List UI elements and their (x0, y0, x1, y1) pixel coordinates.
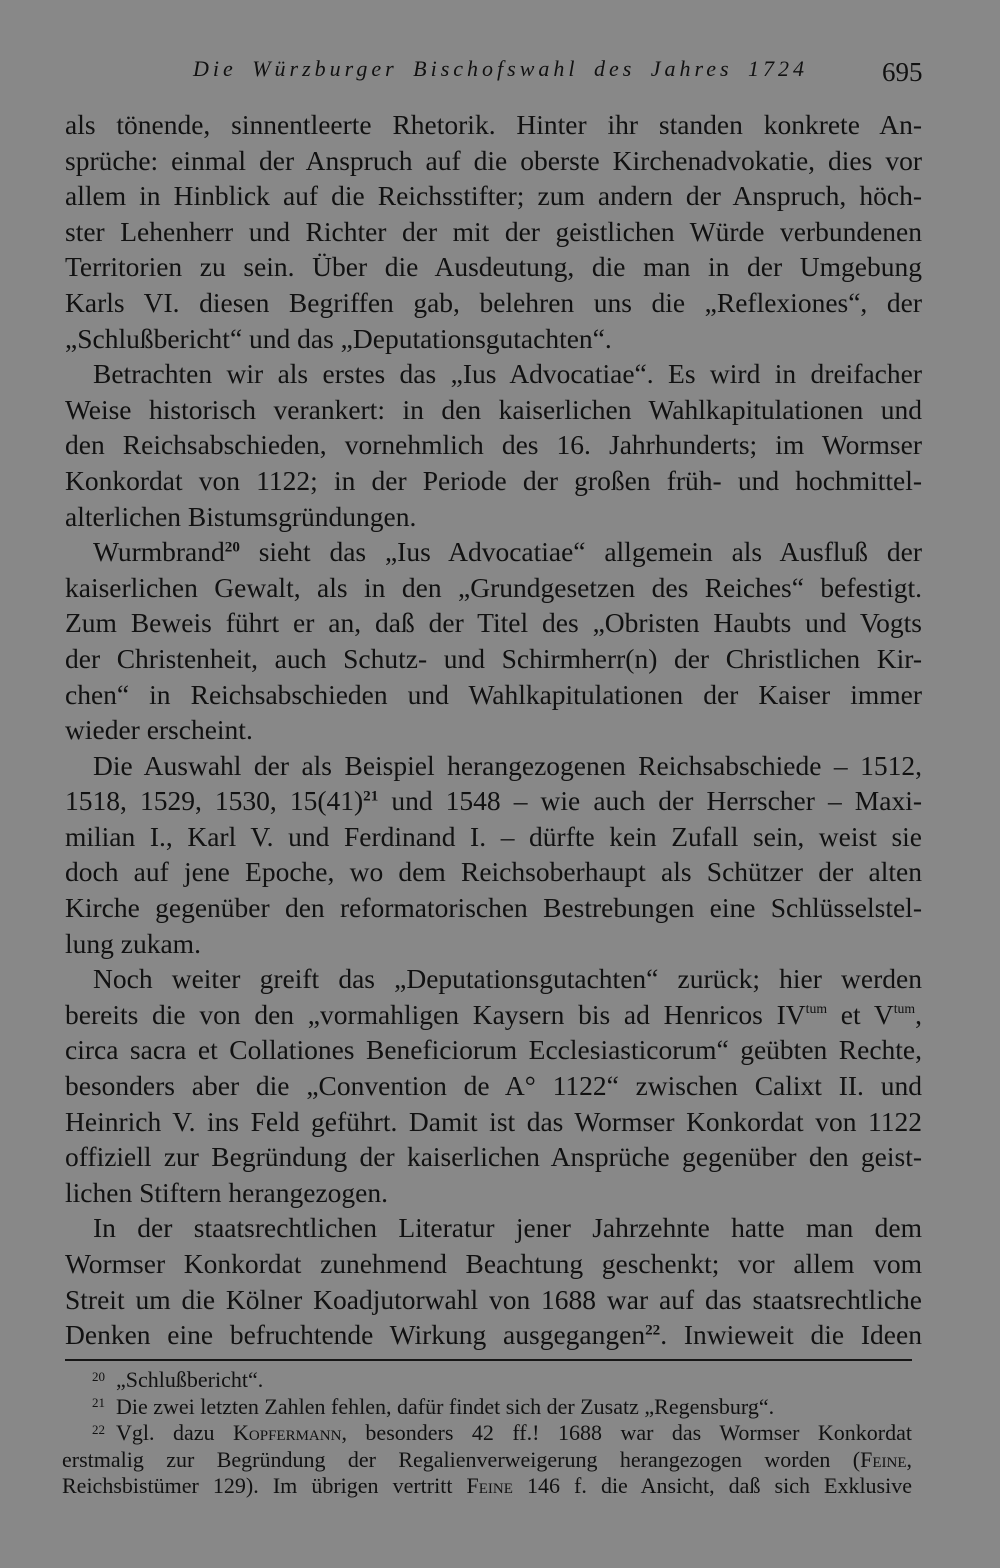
footnote-text: Reichsbistümer 129). Im übrigen vertritt (62, 1473, 467, 1498)
footnote-number: 20 (92, 1368, 105, 1384)
paragraph (65, 356, 922, 534)
text-line: Streit um die Kölner Koadjutorwahl von 1688 war auf das staatsrechtliche (65, 1283, 922, 1315)
text-line (65, 534, 922, 570)
text-line: Konkordat von 1122; in der Periode der großen früh- und hochmittel- (65, 464, 922, 496)
footnote-text: , besonders 42 ff.! 1688 war das Wormser Konkordat (341, 1420, 913, 1445)
page-number: 695 (882, 57, 923, 87)
footnote-reference: 21 (363, 788, 379, 805)
text-line: kaiserlichen Gewalt, als in den „Grundgesetzen des Reiches“ befestigt. (65, 571, 922, 603)
text-line: allem in Hinblick auf die Reichsstifter; zum andern der Anspruch, höch- (65, 180, 922, 212)
author-name-small-caps: Feine (466, 1473, 513, 1498)
text-line: den Reichsabschieden, vornehmlich des 16. Jahrhunderts; im Wormser (65, 429, 922, 461)
footnote-reference: 22 (645, 1322, 661, 1339)
text-line: als tönende, sinnentleerte Rhetorik. Hinter ihr standen konkrete An- (65, 109, 922, 140)
text-line: doch auf jene Epoche, wo dem Reichsoberhaupt als Schützer der alten (65, 856, 922, 888)
paragraph (65, 748, 922, 962)
superscript-abbreviation: tum (893, 1000, 916, 1016)
text-line: der Christenheit, auch Schutz- und Schirmherr(n) der Christlichen Kir- (65, 642, 922, 674)
footnote-number: 21 (92, 1395, 105, 1410)
text-line: chen“ in Reichsabschieden und Wahlkapitulationen der Kaiser immer (65, 678, 922, 710)
text-line: sprüche: einmal der Anspruch auf die oberste Kirchenadvokatie, dies vor (65, 144, 922, 176)
author-name-small-caps: Feine (860, 1446, 907, 1472)
footnote-text: 146 f. die Ansicht, daß sich Exklusive (512, 1473, 912, 1498)
footnote-text: „Schlußbericht“. (116, 1367, 264, 1392)
text-line: Zum Beweis führt er an, daß der Titel des „Obristen Haubts und Vogts (65, 607, 922, 639)
text-segment: und 1548 – wie auch der Herrscher – Maxi- (378, 785, 922, 817)
text-line (65, 1317, 922, 1353)
paragraph (65, 1210, 922, 1352)
body-text (65, 107, 922, 1353)
footnote-text: , (906, 1446, 912, 1472)
running-header: Die Würzburger Bischofswahl des Jahres 1724 (193, 56, 808, 81)
text-segment: Denken eine befruchtende Wirkung ausgegangen (65, 1319, 646, 1351)
footnote-line (62, 1473, 912, 1500)
text-line: Die Auswahl der als Beispiel herangezogenen Reichsabschiede – 1512, (93, 749, 922, 781)
footnote-text: Die zwei letzten Zahlen fehlen, dafür findet sich der Zusatz „Regensburg“. (116, 1393, 775, 1419)
paragraph (65, 107, 922, 356)
text-line: Weise historisch verankert: in den kaiserlichen Wahlkapitulationen und (65, 393, 922, 425)
text-segment: Wurmbrand (93, 536, 225, 568)
text-line: Betrachten wir als erstes das „Ius Advocatiae“. Es wird in dreifacher (93, 358, 922, 390)
footnote-text: erstmalig zur Begründung der Regalienverweigerung herangezogen worden ( (62, 1446, 861, 1472)
paragraph (65, 961, 922, 1210)
footnote-line (62, 1447, 912, 1474)
superscript-abbreviation: tum (805, 1000, 828, 1016)
footnote-separator-rule (65, 1359, 912, 1361)
text-line: In der staatsrechtlichen Literatur jener Jahrzehnte hatte man dem (93, 1212, 922, 1244)
paragraph (65, 534, 922, 748)
author-name-small-caps: Kopfermann (233, 1420, 342, 1445)
text-line: Wormser Konkordat zunehmend Beachtung geschenkt; vor allem vom (65, 1248, 922, 1279)
footnote (62, 1420, 912, 1500)
text-segment: bereits die von den „vormahligen Kaysern bis ad Henricos IV (65, 998, 806, 1030)
footnote-line (62, 1420, 912, 1447)
text-line: circa sacra et Collationes Beneficiorum Ecclesiasticorum“ geübten Rechte, (65, 1034, 922, 1066)
text-line: lichen Stiftern herangezogen. (65, 1176, 388, 1208)
text-line: alterlichen Bistumsgründungen. (65, 500, 417, 532)
footnote-line (62, 1367, 912, 1394)
text-line: Heinrich V. ins Feld geführt. Damit ist das Wormser Konkordat von 1122 (65, 1105, 922, 1137)
footnote-number: 22 (92, 1421, 105, 1437)
footnotes (62, 1367, 912, 1500)
text-segment: sieht das „Ius Advocatiae“ allgemein als Ausfluß der (239, 536, 922, 568)
text-line: ster Lehenherr und Richter der mit der geistlichen Würde verbundenen (65, 215, 922, 247)
text-line: offiziell zur Begründung der kaiserlichen Ansprüche gegenüber den geist- (65, 1141, 922, 1173)
text-line: wieder erscheint. (65, 714, 253, 746)
footnote-text: Vgl. dazu (116, 1420, 234, 1445)
text-segment: 1518, 1529, 1530, 15(41) (65, 785, 364, 817)
text-line: Noch weiter greift das „Deputationsgutachten“ zurück; hier werden (93, 963, 922, 995)
text-line: Kirche gegenüber den reformatorischen Bestrebungen eine Schlüsselstel- (65, 892, 922, 924)
text-segment: , (915, 998, 922, 1030)
footnote-reference: 20 (224, 539, 240, 556)
text-line: Karls VI. diesen Begriffen gab, belehren uns die „Reflexiones“, der (65, 286, 922, 318)
text-line: lung zukam. (65, 927, 201, 959)
footnote (62, 1394, 912, 1421)
footnote (62, 1367, 912, 1394)
text-line: besonders aber die „Convention de A° 1122“ zwischen Calixt II. und (65, 1070, 922, 1102)
text-line (65, 783, 922, 819)
text-line: milian I., Karl V. und Ferdinand I. – dürfte kein Zufall sein, weist sie (65, 820, 922, 852)
footnote-line (62, 1394, 912, 1421)
text-segment: et V (827, 998, 894, 1030)
text-line (65, 997, 922, 1033)
text-line: „Schlußbericht“ und das „Deputationsgutachten“. (65, 322, 612, 354)
text-line: Territorien zu sein. Über die Ausdeutung, die man in der Umgebung (65, 251, 922, 283)
text-segment: . Inwieweit die Ideen (660, 1319, 922, 1351)
